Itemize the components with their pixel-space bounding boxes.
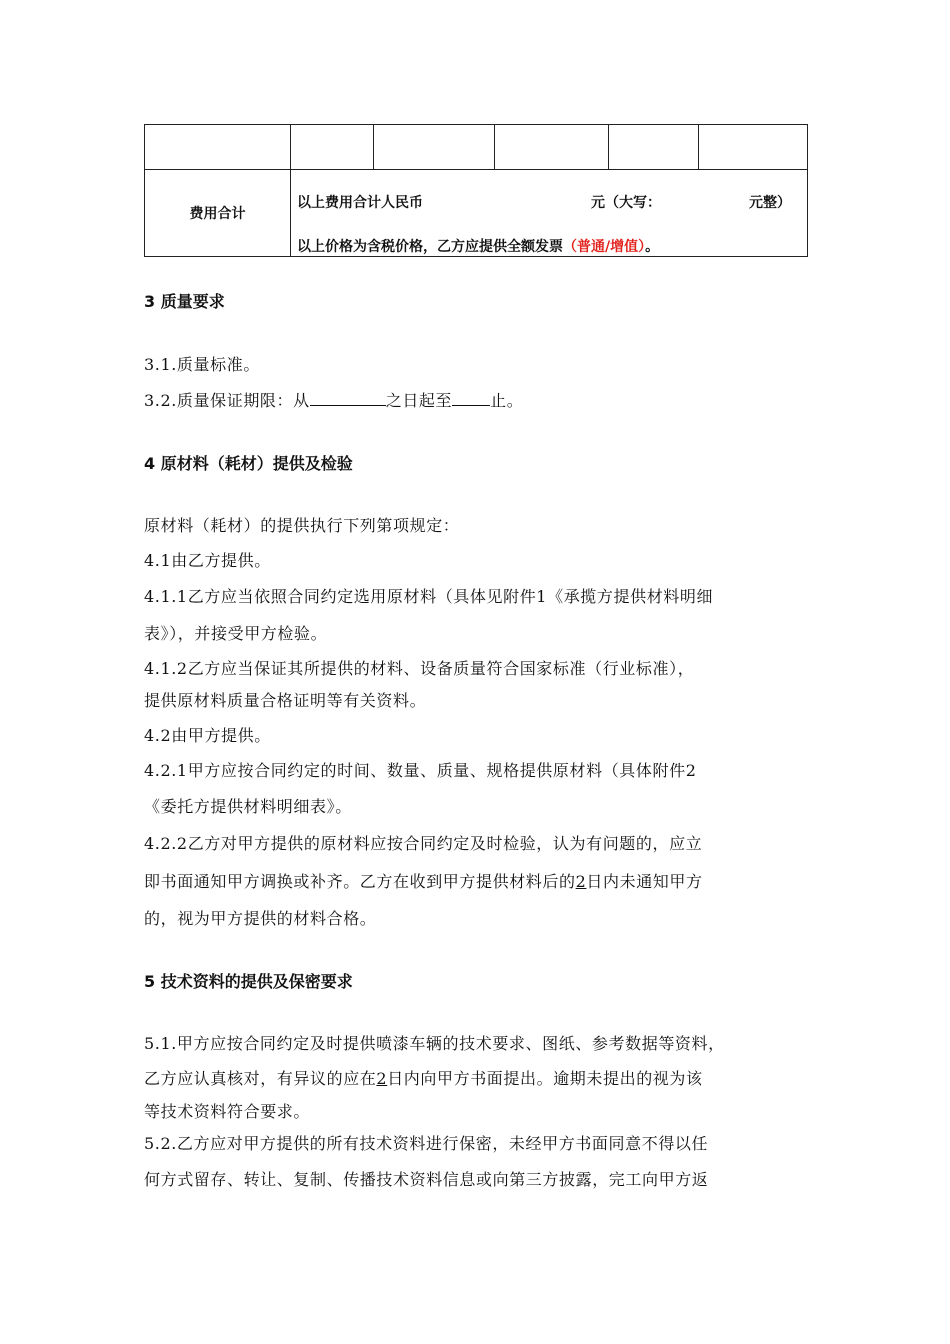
text-fragment: 即书面通知甲方调换或补齐。乙方在收到甲方提供材料后的 [144, 872, 576, 891]
table-cell [699, 125, 808, 170]
fee-amount-uppercase: 元（大写： [591, 195, 661, 211]
fee-amount-end: 元整） [749, 195, 791, 211]
paragraph: 4.1.2乙方应当保证其所提供的材料、设备质量符合国家标准（行业标准）， [144, 659, 695, 678]
invoice-type: （普通/增值） [563, 239, 646, 255]
text-fragment: 乙方应认真核对，有异议的应在 [144, 1069, 377, 1088]
section-heading-5: 5 技术资料的提供及保密要求 [144, 972, 353, 991]
blank-line [310, 390, 386, 406]
text-fragment: 日内向甲方书面提出。逾期未提出的视为该 [387, 1069, 703, 1088]
paragraph: 提供原材料质量合格证明等有关资料。 [144, 691, 427, 710]
paragraph: 4.1.1乙方应当依照合同约定选用原材料（具体见附件1《承揽方提供材料明细 [144, 587, 714, 606]
table-cell [495, 125, 609, 170]
paragraph: 《委托方提供材料明细表》。 [144, 797, 352, 816]
paragraph: 5.1.甲方应按合同约定及时提供喷漆车辆的技术要求、图纸、参考数据等资料， [144, 1034, 725, 1053]
table-row [145, 125, 808, 170]
text-fragment: 3.2.质量保证期限：从 [144, 391, 310, 410]
fee-total-content [291, 170, 808, 257]
paragraph: 4.2.1甲方应按合同约定的时间、数量、质量、规格提供原材料（具体附件2 [144, 761, 697, 780]
invoice-line [297, 236, 659, 256]
text-fragment: 止。 [490, 391, 524, 410]
paragraph: 的，视为甲方提供的材料合格。 [144, 909, 377, 928]
paragraph: 何方式留存、转让、复制、传播技术资料信息或向第三方披露，完工向甲方返 [144, 1170, 709, 1189]
fee-total-row [145, 170, 808, 257]
table-cell [374, 125, 495, 170]
section-heading-4: 4 原材料（耗材）提供及检验 [144, 454, 353, 473]
section-heading-3: 3 质量要求 [144, 292, 225, 311]
fee-amount-line [297, 192, 791, 212]
blank-line [452, 390, 490, 406]
paragraph: 5.2.乙方应对甲方提供的所有技术资料进行保密，未经甲方书面同意不得以任 [144, 1134, 709, 1153]
fee-amount-prefix: 以上费用合计人民币 [297, 195, 423, 211]
table-cell [291, 125, 374, 170]
days-value: 2 [376, 1069, 388, 1088]
paragraph: 等技术资料符合要求。 [144, 1102, 311, 1121]
paragraph: 原材料（耗材）的提供执行下列第项规定： [144, 516, 460, 535]
fee-total-label: 费用合计 [145, 170, 291, 257]
text-fragment: 日内未通知甲方 [586, 872, 703, 891]
paragraph: 表》），并接受甲方检验。 [144, 624, 328, 643]
paragraph [144, 388, 523, 411]
table-cell [609, 125, 699, 170]
paragraph: 4.2由甲方提供。 [144, 726, 271, 745]
table-cell [145, 125, 291, 170]
invoice-end: 。 [645, 239, 660, 255]
paragraph: 4.1由乙方提供。 [144, 551, 271, 570]
invoice-text: 以上价格为含税价格，乙方应提供全额发票 [297, 239, 563, 255]
paragraph [144, 869, 703, 892]
paragraph: 4.2.2乙方对甲方提供的原材料应按合同约定及时检验，认为有问题的，应立 [144, 834, 703, 853]
paragraph: 3.1.质量标准。 [144, 355, 260, 374]
fee-table [144, 124, 808, 257]
text-fragment: 之日起至 [385, 391, 453, 410]
paragraph [144, 1066, 703, 1089]
days-value: 2 [575, 872, 587, 891]
